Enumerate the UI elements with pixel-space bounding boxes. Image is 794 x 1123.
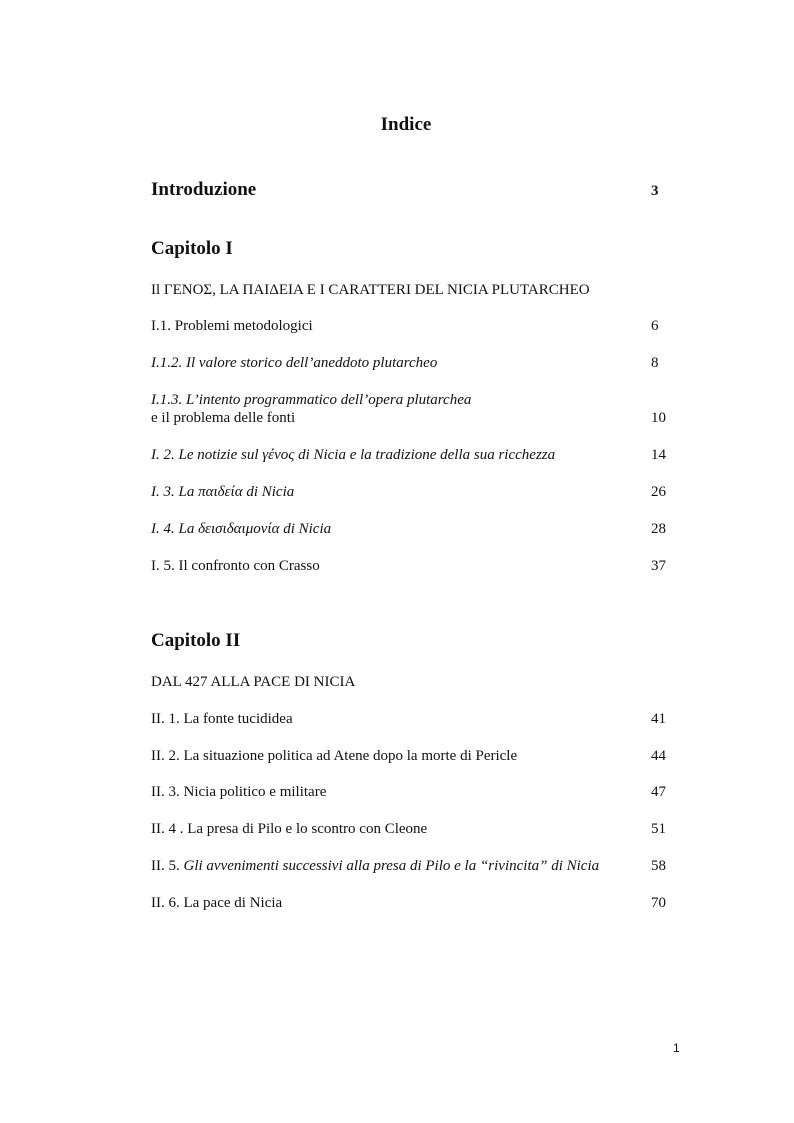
- introduzione-page: 3: [651, 183, 659, 199]
- toc-entry-1-1: I.1. Problemi metodologici: [151, 318, 313, 334]
- chapter2-heading: Capitolo II: [151, 630, 241, 651]
- toc-entry-2-5: [151, 857, 599, 875]
- toc-entry-2-5-text: Gli avvenimenti successivi alla presa di Pilo e la “rivincita” di Nicia: [183, 858, 600, 874]
- toc-page-2-1: 41: [651, 711, 666, 727]
- toc-entry-1-1-2: I.1.2. Il valore storico dell’aneddoto plutarcheo: [151, 355, 438, 371]
- toc-page-1-5: 37: [651, 558, 666, 574]
- toc-page-1-1-2: 8: [651, 355, 659, 371]
- toc-entry-2-4: II. 4 . La presa di Pilo e lo scontro con Cleone: [151, 821, 428, 837]
- chapter1-subtitle: Il ΓΕΝΟΣ, LA ΠΑΙΔΕΙΑ E I CARATTERI DEL NICIA PLUTARCHEO: [151, 282, 590, 298]
- toc-page-1-3: 26: [651, 484, 666, 500]
- toc-page-2-6: 70: [651, 895, 666, 911]
- chapter1-heading: Capitolo I: [151, 238, 233, 259]
- toc-page-1-4: 28: [651, 521, 666, 537]
- toc-entry-1-1-3-line1: I.1.3. L’intento programmatico dell’opera plutarchea: [151, 392, 472, 408]
- toc-page-1-1: 6: [651, 318, 659, 334]
- toc-page-2-5: 58: [651, 858, 666, 874]
- toc-page-1-2: 14: [651, 447, 666, 463]
- toc-page-2-2: 44: [651, 748, 666, 764]
- introduzione-heading: Introduzione: [151, 179, 257, 200]
- toc-page-2-3: 47: [651, 784, 666, 800]
- page-title: Indice: [380, 114, 432, 135]
- toc-entry-2-2: II. 2. La situazione politica ad Atene dopo la morte di Pericle: [151, 748, 518, 764]
- toc-entry-2-1: II. 1. La fonte tucididea: [151, 711, 293, 727]
- toc-entry-2-5-prefix: II. 5.: [151, 858, 180, 874]
- toc-page-1-1-3: 10: [651, 410, 666, 426]
- toc-page-2-4: 51: [651, 821, 666, 837]
- toc-entry-1-1-3-line2: e il problema delle fonti: [151, 410, 296, 426]
- toc-entry-1-4: I. 4. La δεισιδαιμονία di Nicia: [151, 521, 332, 537]
- chapter2-subtitle: DAL 427 ALLA PACE DI NICIA: [151, 674, 356, 690]
- toc-entry-1-3: I. 3. La παιδεία di Nicia: [151, 484, 295, 500]
- toc-entry-2-6: II. 6. La pace di Nicia: [151, 895, 283, 911]
- toc-entry-1-2: I. 2. Le notizie sul γένος di Nicia e la tradizione della sua ricchezza: [151, 447, 556, 463]
- page-number: 1: [673, 1041, 680, 1055]
- toc-entry-2-3: II. 3. Nicia politico e militare: [151, 784, 327, 800]
- toc-entry-1-5: I. 5. Il confronto con Crasso: [151, 558, 320, 574]
